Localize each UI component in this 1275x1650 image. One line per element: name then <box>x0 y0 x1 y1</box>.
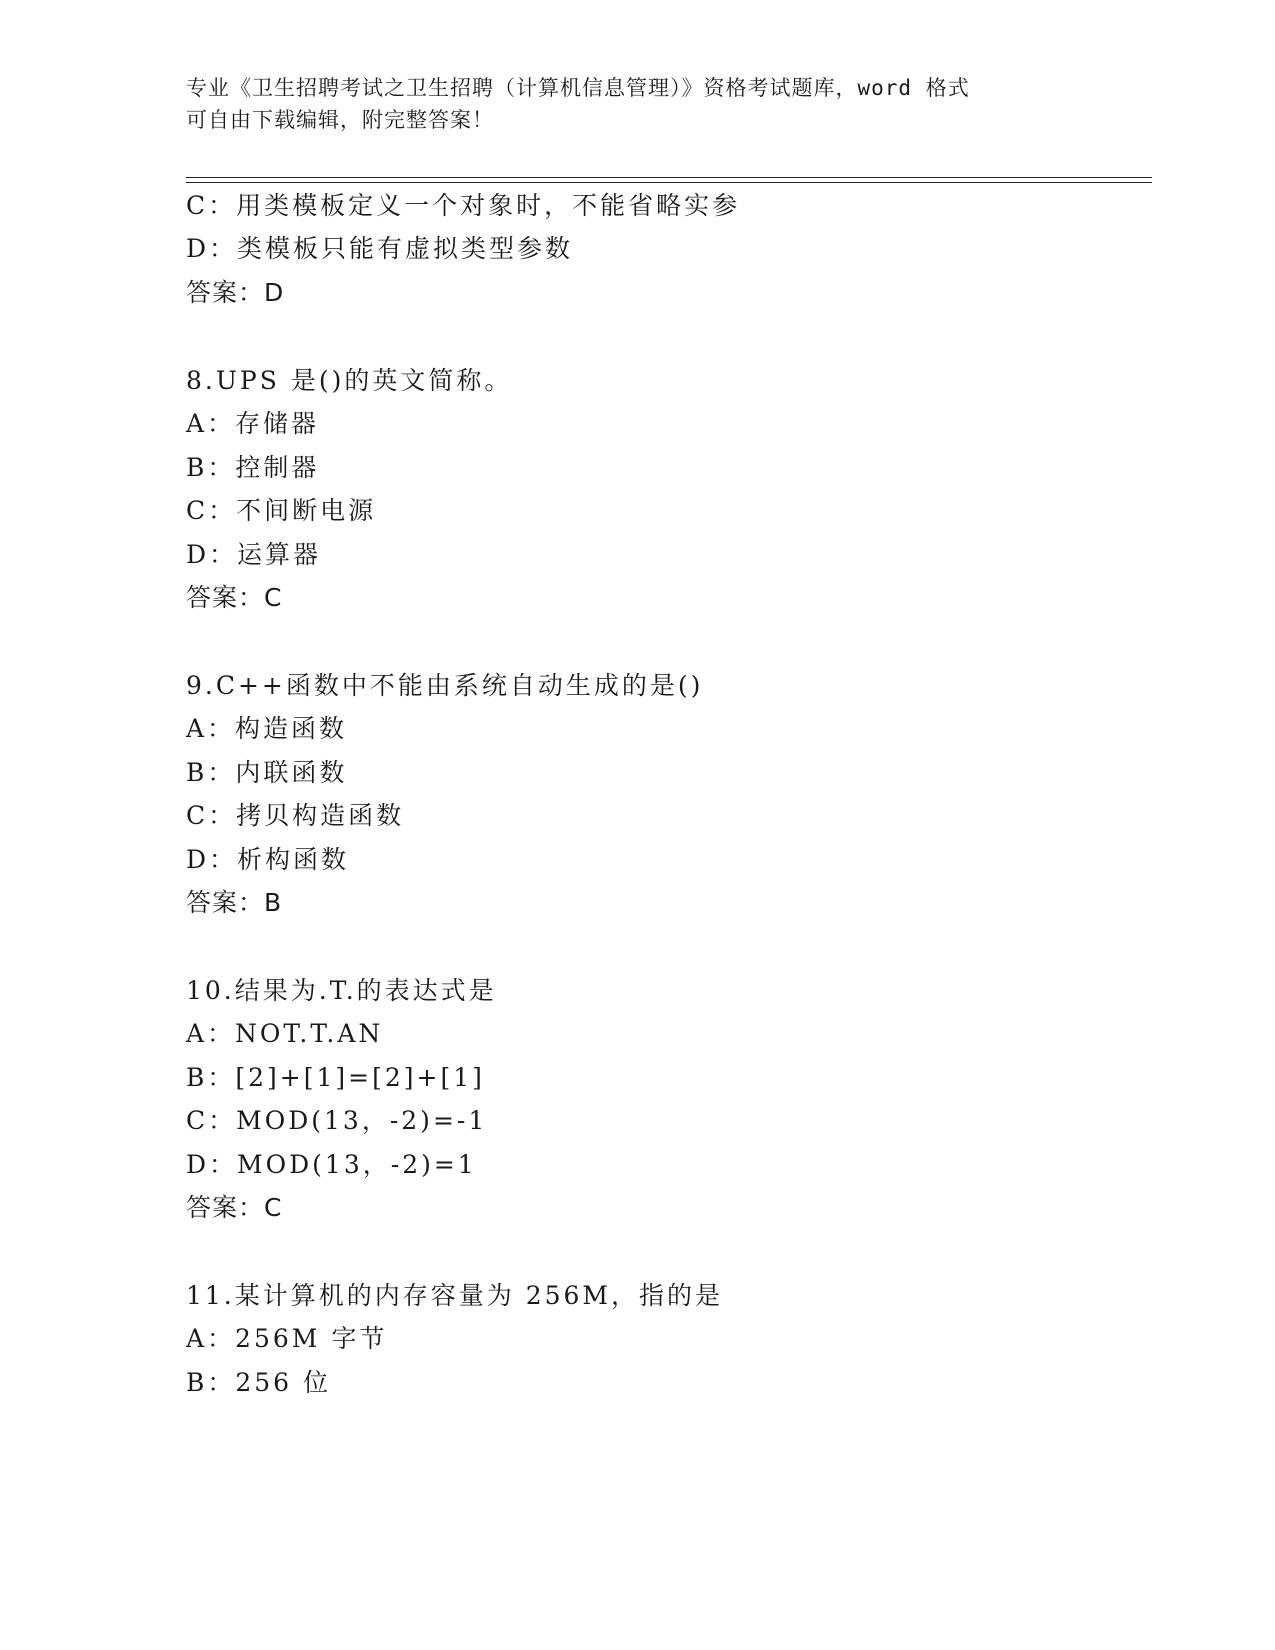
q8-stem: 8.UPS 是()的英文简称。 <box>186 366 513 395</box>
header-divider-top <box>186 177 1152 178</box>
q8-option-a: A：存储器 <box>186 409 320 438</box>
q9-option-d: D：析构函数 <box>186 845 350 874</box>
q10-option-d: D：MOD(13，-2)=1 <box>186 1150 477 1179</box>
q8-option-c: C：不间断电源 <box>186 496 377 525</box>
q9-option-c: C：拷贝构造函数 <box>186 801 405 830</box>
q10-stem: 10.结果为.T.的表达式是 <box>186 976 497 1005</box>
q10-option-b: B：[2]+[1]=[2]+[1] <box>186 1063 485 1092</box>
header-divider-bottom <box>186 182 1152 183</box>
header-line-1: 专业《卫生招聘考试之卫生招聘（计算机信息管理）》资格考试题库，word 格式 <box>186 76 970 100</box>
q8-answer: 答案：C <box>186 583 283 612</box>
q7-answer: 答案：D <box>186 278 285 307</box>
q11-option-b: B：256 位 <box>186 1368 332 1397</box>
document-header <box>186 72 1086 136</box>
q7-option-d: D：类模板只能有虚拟类型参数 <box>186 234 574 263</box>
q9-option-a: A：构造函数 <box>186 714 348 743</box>
q11-stem: 11.某计算机的内存容量为 256M，指的是 <box>186 1281 724 1310</box>
q8-option-d: D：运算器 <box>186 540 322 569</box>
q8-option-b: B：控制器 <box>186 453 320 482</box>
q9-option-b: B：内联函数 <box>186 758 348 787</box>
q10-answer: 答案：C <box>186 1193 283 1222</box>
q9-answer: 答案：B <box>186 888 283 917</box>
q11-option-a: A：256M 字节 <box>186 1324 388 1353</box>
header-line-2: 可自由下载编辑，附完整答案！ <box>186 108 494 132</box>
q7-option-c: C：用类模板定义一个对象时，不能省略实参 <box>186 191 741 220</box>
q9-stem: 9.C++函数中不能由系统自动生成的是() <box>186 671 704 700</box>
q10-option-c: C：MOD(13，-2)=-1 <box>186 1106 488 1135</box>
q10-option-a: A：NOT.T.AN <box>186 1019 384 1048</box>
